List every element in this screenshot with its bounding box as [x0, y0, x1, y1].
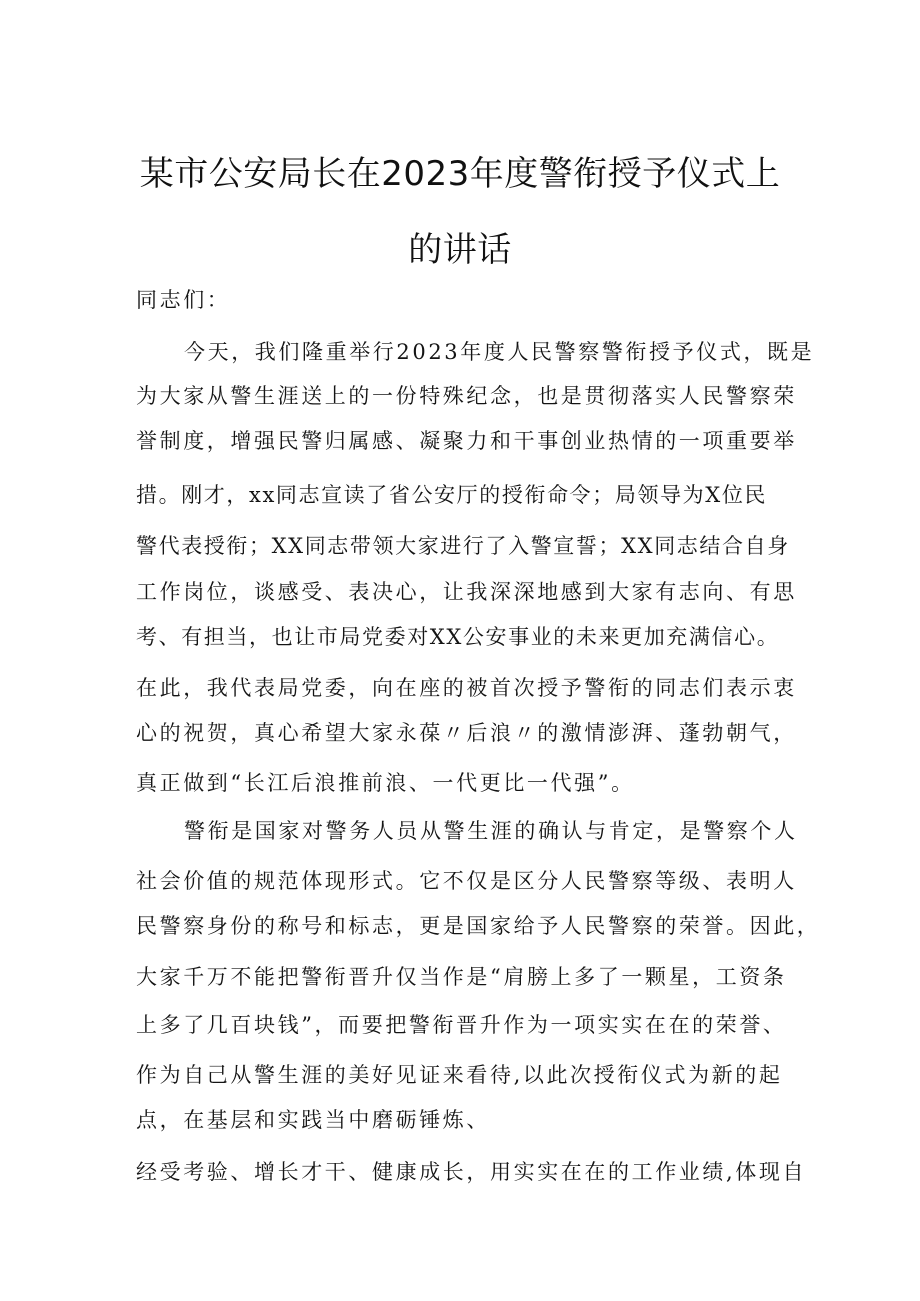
paragraph-line: 民警察身份的称号和标志，更是国家给予人民警察的荣誉。因此，: [136, 914, 821, 938]
document-title-line-2: 的讲话: [408, 230, 512, 270]
paragraph-line: 真正做到“长江后浪推前浪、一代更比一代强”。: [136, 771, 635, 795]
paragraph-line: 警代表授衔；XX同志带领大家进行了入警宣誓；XX同志结合自身: [136, 534, 790, 558]
paragraph-line: 措。刚才，xx同志宣读了省公安厅的授衔命令；局领导为X位民: [136, 483, 768, 507]
paragraph-line: 点，在基层和实践当中磨砺锤炼、: [136, 1108, 490, 1132]
document-title-line-1: 某市公安局长在2023年度警衔授予仪式上: [139, 154, 781, 194]
paragraph-line: 大家千万不能把警衔晋升仅当作是“肩膀上多了一颗星，工资条: [136, 965, 787, 989]
paragraph-line: 今天，我们隆重举行2023年度人民警察警衔授予仪式，既是: [184, 340, 815, 364]
paragraph-line: 心的祝贺，真心希望大家永葆〃后浪〃的激情澎湃、蓬勃朝气，: [136, 721, 797, 745]
paragraph-line: 为大家从警生涯送上的一份特殊纪念，也是贯彻落实人民警察荣: [136, 384, 797, 408]
paragraph-line: 经受考验、增长才干、健康成长，用实实在在的工作业绩,体现自: [136, 1160, 807, 1184]
paragraph-line: 工作岗位，谈感受、表决心，让我深深地感到大家有志向、有思: [136, 580, 797, 604]
paragraph-line: 考、有担当，也让市局党委对XX公安事业的未来更加充满信心。: [136, 625, 780, 649]
paragraph-line: 誉制度，增强民警归属感、凝聚力和干事创业热情的一项重要举: [136, 429, 797, 453]
paragraph-line: 上多了几百块钱”，而要把警衔晋升作为一项实实在在的荣誉、: [136, 1013, 787, 1037]
paragraph-line: 作为自己从警生涯的美好见证来看待,以此次授衔仪式为新的起: [136, 1063, 783, 1087]
paragraph-line: 警衔是国家对警务人员从警生涯的确认与肯定，是警察个人: [184, 819, 798, 843]
paragraph-line: 社会价值的规范体现形式。它不仅是区分人民警察等级、表明人: [136, 869, 797, 893]
salutation: 同志们：: [136, 288, 231, 312]
paragraph-line: 在此，我代表局党委，向在座的被首次授予警衔的同志们表示衷: [136, 676, 797, 700]
